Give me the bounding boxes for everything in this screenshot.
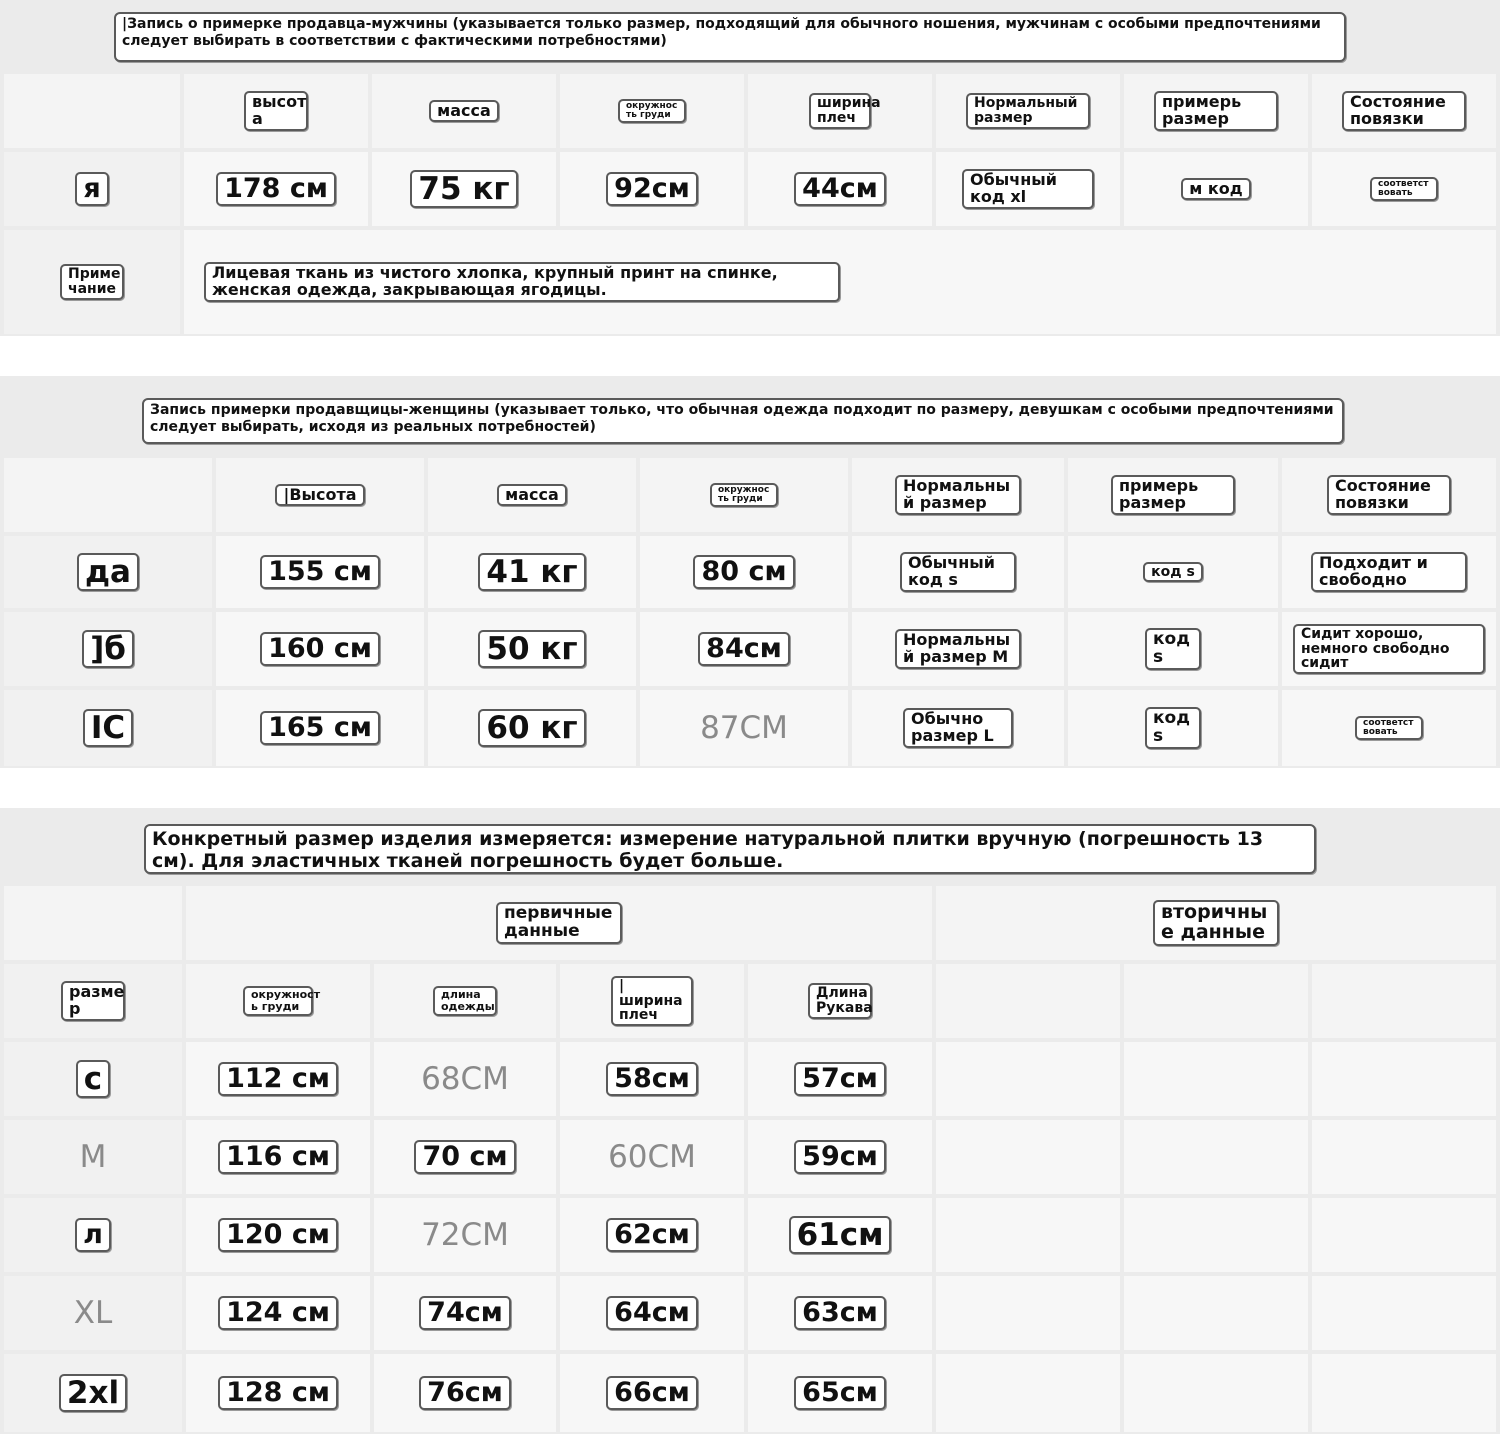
female-header-tried-size: примерь размер [1111,475,1235,515]
male-header-height: высот а [244,91,308,131]
male-note-label: Приме чание [60,264,124,299]
male-value-shoulder: 44см [794,172,886,206]
female-value-fit-state: Сидит хорошо, немного свободно сидит [1293,624,1485,674]
female-value-chest: 84см [698,632,790,666]
male-value-height: 178 см [216,172,336,206]
product-empty-cell [1124,1354,1308,1432]
product-value-sleeve: 63см [794,1296,886,1330]
male-row-label: я [75,172,108,206]
product-value-length: 74см [419,1296,511,1330]
product-value-sleeve: 57см [794,1062,886,1096]
female-section-title: Запись примерки продавщицы-женщины (указывает только, что обычная одежда подходит по размеру, девушкам с особыми предпочтениями следует выбирать, исходя из реальных потребностей) [142,398,1344,444]
product-secondary-empty-cell [1124,964,1308,1038]
product-row-label: 2xl [59,1374,127,1413]
product-value-shoulder: 64см [606,1296,698,1330]
female-value-tried-size: код s [1143,562,1203,583]
product-row-label: M [79,1139,107,1175]
product-value-length: 76см [419,1376,511,1410]
product-corner-cell [4,886,182,960]
product-empty-cell [936,1198,1120,1272]
female-header-chest: окружнос ть груди [710,483,778,508]
female-value-weight: 60 кг [478,709,585,748]
product-secondary-empty-cell [936,964,1120,1038]
product-value-chest: 116 см [218,1140,338,1174]
male-section-title: |Запись о примерке продавца-мужчины (указывается только размер, подходящий для обычного ношения, мужчинам с особыми предпочтениями следует выбирать в соответствии с фактическими потребностями) [114,12,1346,62]
product-empty-cell [1312,1120,1496,1194]
male-value-normal-size: Обычный код xl [962,169,1094,209]
product-empty-cell [1124,1042,1308,1116]
product-value-length: 70 см [414,1140,515,1174]
male-header-weight: масса [429,100,499,123]
female-value-tried-size: код s [1145,707,1201,749]
male-header-tried-size: примерь размер [1154,91,1278,131]
product-empty-cell [1124,1198,1308,1272]
product-header-sleeve: Длина Рукава [808,983,872,1018]
male-note-text: Лицевая ткань из чистого хлопка, крупный принт на спинке, женская одежда, закрывающая ягодицы. [204,262,840,302]
product-value-chest: 120 см [218,1218,338,1252]
male-value-tried-size: м код [1181,178,1250,201]
product-value-shoulder: 60CM [608,1139,696,1175]
female-value-height: 160 см [260,632,380,666]
male-header-normal-size: Нормальный размер [966,93,1090,128]
product-value-shoulder: 66см [606,1376,698,1410]
product-empty-cell [1124,1120,1308,1194]
male-header-shoulder: ширина плеч [809,93,871,128]
male-value-weight: 75 кг [410,170,517,209]
female-value-height: 155 см [260,555,380,589]
product-value-length: 72CM [421,1217,509,1253]
female-value-fit-state: соответст вовать [1355,716,1423,741]
product-value-chest: 128 см [218,1376,338,1410]
product-empty-cell [936,1276,1120,1350]
female-corner-cell [4,458,212,532]
female-row-label: IC [83,709,133,748]
product-value-length: 68CM [421,1061,509,1097]
female-header-normal-size: Нормальны й размер [895,475,1021,515]
product-header-shoulder: |ширина плеч [611,976,693,1026]
male-header-chest: окружнос ть груди [618,99,686,124]
female-value-chest: 87CM [700,710,788,746]
product-row-label: л [75,1218,111,1252]
product-value-shoulder: 62см [606,1218,698,1252]
product-group-primary: первичные данные [496,902,622,944]
female-value-height: 165 см [260,711,380,745]
product-empty-cell [936,1042,1120,1116]
product-value-chest: 112 см [218,1062,338,1096]
product-empty-cell [1312,1276,1496,1350]
female-value-weight: 50 кг [478,630,585,669]
female-header-fit-state: Состояние повязки [1327,475,1451,515]
product-row-label: с [76,1060,110,1099]
product-section-title: Конкретный размер изделия измеряется: измерение натуральной плитки вручную (погрешность 13 см). Для эластичных тканей погрешность будет больше. [144,824,1316,874]
product-header-length: длина одежды [433,986,497,1015]
male-value-chest: 92см [606,172,698,206]
product-value-sleeve: 59см [794,1140,886,1174]
product-value-chest: 124 см [218,1296,338,1330]
product-empty-cell [1312,1354,1496,1432]
product-empty-cell [1312,1198,1496,1272]
product-empty-cell [1124,1276,1308,1350]
product-header-chest: окружност ь груди [243,986,313,1015]
product-empty-cell [936,1354,1120,1432]
male-value-fit-state: соответст вовать [1370,177,1438,202]
female-value-fit-state: Подходит и свободно [1311,552,1467,592]
female-header-height: |Высота [275,484,364,507]
product-empty-cell [936,1120,1120,1194]
male-header-fit-state: Состояние повязки [1342,91,1466,131]
female-value-weight: 41 кг [478,553,585,592]
product-value-sleeve: 61см [789,1216,892,1255]
male-corner-cell [4,74,180,148]
product-value-sleeve: 65см [794,1376,886,1410]
female-row-label: ]б [82,630,134,669]
product-empty-cell [1312,1042,1496,1116]
female-row-label: да [77,553,139,592]
product-secondary-empty-cell [1312,964,1496,1038]
female-value-normal-size: Обычно размер L [903,708,1013,748]
female-value-normal-size: Обычный код s [900,552,1016,592]
product-group-secondary: вторичны е данные [1153,900,1279,946]
product-value-shoulder: 58см [606,1062,698,1096]
female-value-chest: 80 см [693,555,794,589]
product-header-size: разме р [61,981,125,1021]
female-value-tried-size: код s [1145,628,1201,670]
female-header-weight: масса [497,484,567,507]
female-value-normal-size: Нормальны й размер M [895,629,1021,669]
product-row-label: XL [73,1295,113,1331]
